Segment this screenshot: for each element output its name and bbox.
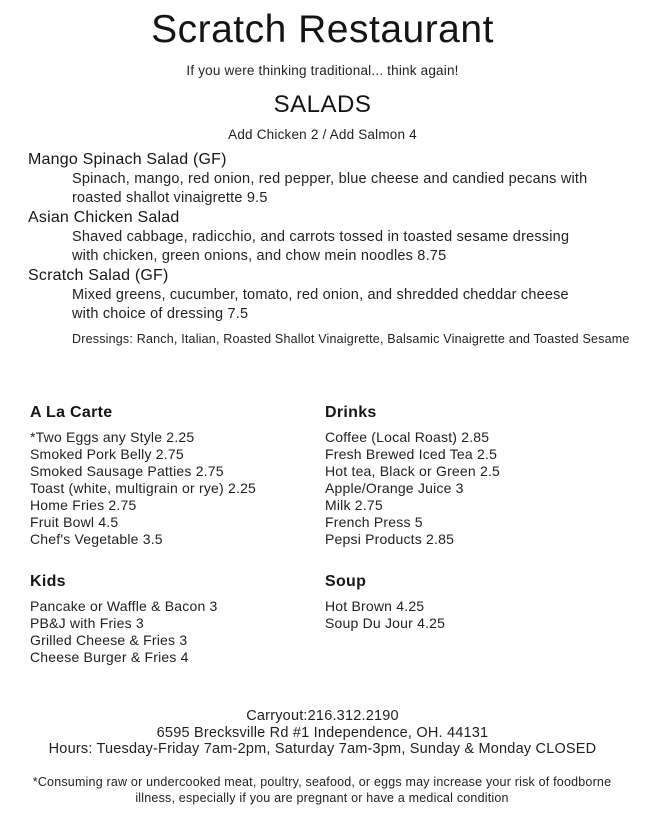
salads-list (28, 150, 620, 324)
section-kids (30, 572, 320, 666)
dressings-note: Dressings: Ranch, Italian, Roasted Shallot Vinaigrette, Balsamic Vinaigrette and Toasted Sesame (72, 332, 630, 346)
menu-item-name: Scratch Salad (GF) (28, 267, 169, 284)
section-heading: A La Carte (30, 404, 113, 421)
health-disclaimer: *Consuming raw or undercooked meat, poultry, seafood, or eggs may increase your risk of foodborne illness, especially if you are pregnant or have a medical condition (32, 775, 612, 805)
carryout-phone: Carryout:216.312.2190 (246, 708, 399, 724)
salads-addons: Add Chicken 2 / Add Salmon 4 (228, 127, 417, 142)
menu-line: Smoked Pork Belly 2.75 (30, 446, 184, 462)
menu-line: Fresh Brewed Iced Tea 2.5 (325, 446, 498, 462)
menu-line: Cheese Burger & Fries 4 (30, 649, 189, 665)
menu-item-name: Asian Chicken Salad (28, 209, 180, 226)
address: 6595 Brecksville Rd #1 Independence, OH. 44131 (156, 724, 489, 741)
menu-line: Pepsi Products 2.85 (325, 531, 455, 547)
menu-line: PB&J with Fries 3 (30, 615, 144, 631)
menu-line: *Two Eggs any Style 2.25 (30, 429, 195, 445)
menu-line: Smoked Sausage Patties 2.75 (30, 463, 224, 479)
menu-line: Hot Brown 4.25 (325, 598, 425, 614)
menu-item-description: Spinach, mango, red onion, red pepper, blue cheese and candied pecans with roasted shallot vinaigrette 9.5 (72, 171, 588, 206)
restaurant-title: Scratch Restaurant (151, 8, 494, 51)
menu-line: French Press 5 (325, 514, 423, 530)
menu-line: Fruit Bowl 4.5 (30, 514, 119, 530)
hours: Hours: Tuesday-Friday 7am-2pm, Saturday 7am-3pm, Sunday & Monday CLOSED (48, 741, 597, 757)
menu-line: Chef's Vegetable 3.5 (30, 531, 163, 547)
menu-line: Soup Du Jour 4.25 (325, 615, 446, 631)
salads-heading: SALADS (273, 91, 372, 118)
menu-line: Hot tea, Black or Green 2.5 (325, 463, 501, 479)
section-soup (325, 572, 615, 632)
section-heading: Soup (325, 573, 367, 590)
section-heading: Drinks (325, 404, 377, 421)
section-drinks (325, 403, 615, 548)
menu-line: Grilled Cheese & Fries 3 (30, 632, 188, 648)
header (0, 8, 645, 78)
section-a-la-carte (30, 403, 320, 548)
menu-item-description: Mixed greens, cucumber, tomato, red onion, and shredded cheddar cheese with choice of dressing 7.5 (72, 287, 569, 322)
menu-item-mango-spinach-salad (28, 150, 620, 208)
menu-line: Apple/Orange Juice 3 (325, 480, 464, 496)
menu-line: Pancake or Waffle & Bacon 3 (30, 598, 218, 614)
menu-item-description: Shaved cabbage, radicchio, and carrots tossed in toasted sesame dressing with chicken, green onions, and chow mein noodles 8.75 (72, 229, 570, 264)
menu-line: Toast (white, multigrain or rye) 2.25 (30, 480, 257, 496)
tagline: If you were thinking traditional... think again! (186, 63, 459, 78)
menu-item-scratch-salad (28, 266, 620, 324)
salads-header (0, 91, 645, 142)
menu-item-name: Mango Spinach Salad (GF) (28, 151, 227, 168)
menu-line: Home Fries 2.75 (30, 497, 137, 513)
menu-line: Coffee (Local Roast) 2.85 (325, 429, 490, 445)
menu-item-asian-chicken-salad (28, 208, 620, 266)
footer (0, 708, 645, 758)
section-heading: Kids (30, 573, 66, 590)
menu-line: Milk 2.75 (325, 497, 383, 513)
